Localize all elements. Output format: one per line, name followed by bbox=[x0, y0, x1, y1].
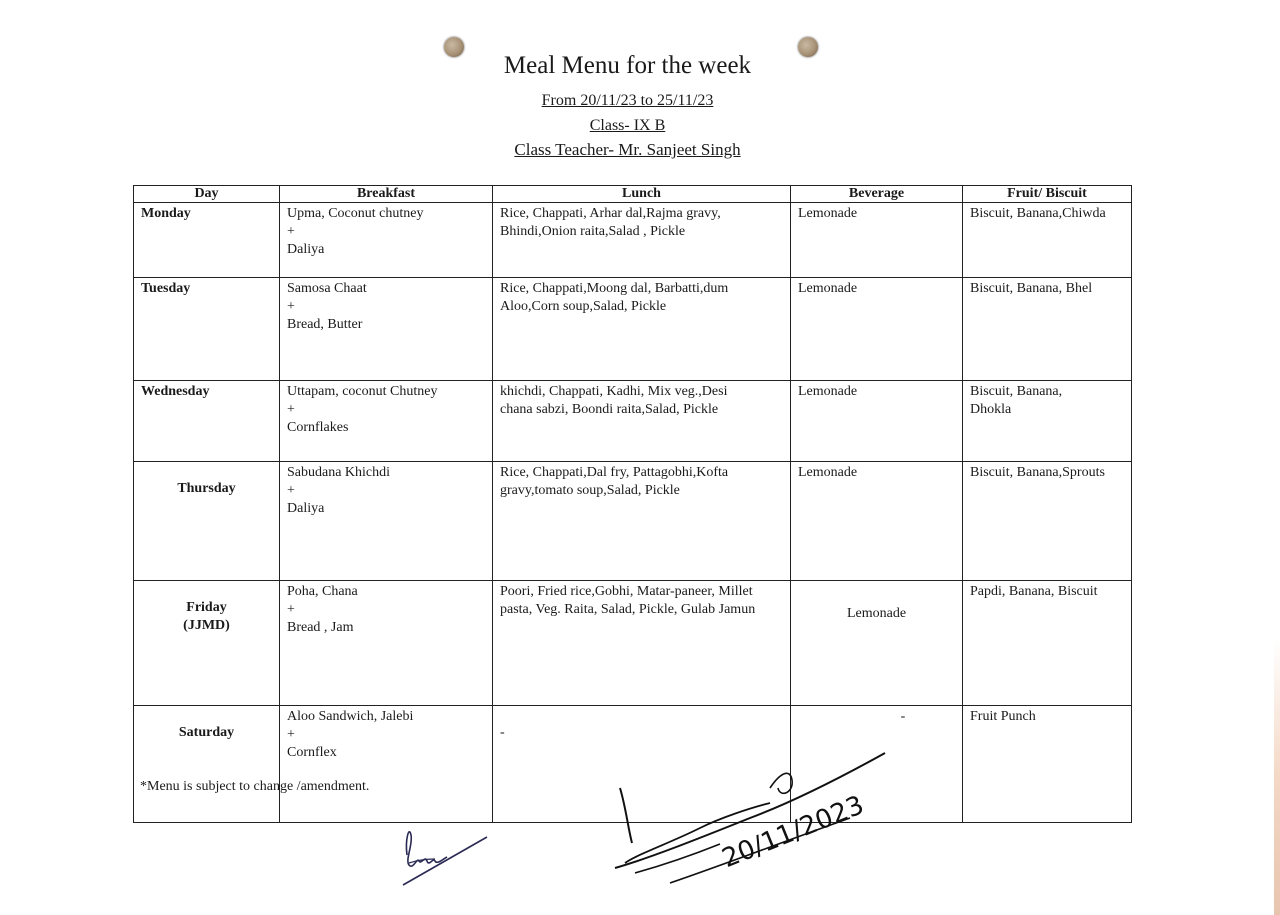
fruit-line: Papdi, Banana, Biscuit bbox=[970, 584, 1098, 599]
day-label: Monday bbox=[141, 206, 191, 221]
lunch-cell bbox=[493, 203, 791, 278]
fruit-cell bbox=[963, 462, 1132, 581]
beverage-label: Lemonade bbox=[846, 606, 907, 621]
breakfast-line: Aloo Sandwich, Jalebi bbox=[287, 709, 414, 724]
day-label: Friday bbox=[186, 600, 227, 615]
lunch-cell bbox=[493, 581, 791, 706]
breakfast-line: Cornflex bbox=[287, 745, 337, 760]
header-fruit-biscuit: Fruit/ Biscuit bbox=[963, 186, 1132, 203]
breakfast-cell bbox=[280, 203, 493, 278]
breakfast-cell bbox=[280, 381, 493, 462]
breakfast-line: + bbox=[287, 483, 295, 498]
day-cell bbox=[134, 581, 280, 706]
lunch-line: Rice, Chappati,Moong dal, Barbatti,dum bbox=[500, 281, 729, 296]
breakfast-line: + bbox=[287, 299, 295, 314]
beverage-label: Lemonade bbox=[798, 465, 858, 480]
breakfast-line: Samosa Chaat bbox=[287, 281, 367, 296]
beverage-cell bbox=[791, 278, 963, 381]
fruit-cell bbox=[963, 381, 1132, 462]
header-breakfast: Breakfast bbox=[280, 186, 493, 203]
class-teacher: Class Teacher- Mr. Sanjeet Singh bbox=[514, 140, 741, 159]
breakfast-line: Sabudana Khichdi bbox=[287, 465, 391, 480]
lunch-cell bbox=[493, 381, 791, 462]
beverage-label: - bbox=[900, 709, 906, 724]
breakfast-line: + bbox=[287, 727, 295, 742]
fruit-line: Biscuit, Banana,Chiwda bbox=[970, 206, 1106, 221]
day-cell bbox=[134, 203, 280, 278]
lunch-cell bbox=[493, 278, 791, 381]
table-row bbox=[134, 203, 1132, 278]
table-row bbox=[134, 581, 1132, 706]
fruit-line: Biscuit, Banana, bbox=[970, 384, 1063, 399]
day-cell bbox=[134, 278, 280, 381]
lunch-cell bbox=[493, 462, 791, 581]
breakfast-line: Daliya bbox=[287, 501, 325, 516]
table-row bbox=[134, 462, 1132, 581]
lunch-line: pasta, Veg. Raita, Salad, Pickle, Gulab Jamun bbox=[500, 602, 756, 617]
page-edge-stain bbox=[1274, 0, 1280, 915]
lunch-line: Poori, Fried rice,Gobhi, Matar-paneer, Millet bbox=[500, 584, 753, 599]
beverage-label: Lemonade bbox=[798, 206, 858, 221]
breakfast-line: Daliya bbox=[287, 242, 325, 257]
breakfast-line: Poha, Chana bbox=[287, 584, 358, 599]
breakfast-line: + bbox=[287, 602, 295, 617]
day-label: Thursday bbox=[177, 481, 236, 496]
lunch-line: Bhindi,Onion raita,Salad , Pickle bbox=[500, 224, 686, 239]
breakfast-cell bbox=[280, 706, 493, 823]
day-cell bbox=[134, 462, 280, 581]
breakfast-line: Cornflakes bbox=[287, 420, 349, 435]
fruit-line: Biscuit, Banana,Sprouts bbox=[970, 465, 1105, 480]
fruit-cell bbox=[963, 278, 1132, 381]
table-row bbox=[134, 381, 1132, 462]
breakfast-line: Bread , Jam bbox=[287, 620, 354, 635]
beverage-cell bbox=[791, 581, 963, 706]
beverage-cell bbox=[791, 462, 963, 581]
fruit-cell bbox=[963, 706, 1132, 823]
table-header-row bbox=[134, 186, 1132, 203]
fruit-cell bbox=[963, 581, 1132, 706]
breakfast-line: Uttapam, coconut Chutney bbox=[287, 384, 438, 399]
fruit-line: Fruit Punch bbox=[970, 709, 1036, 724]
breakfast-cell bbox=[280, 462, 493, 581]
table-row bbox=[134, 278, 1132, 381]
breakfast-line: + bbox=[287, 402, 295, 417]
breakfast-cell bbox=[280, 581, 493, 706]
lunch-line: khichdi, Chappati, Kadhi, Mix veg.,Desi bbox=[500, 384, 728, 399]
lunch-line: gravy,tomato soup,Salad, Pickle bbox=[500, 483, 680, 498]
breakfast-line: + bbox=[287, 224, 295, 239]
lunch-line: - bbox=[500, 725, 505, 740]
signature-date: 20/11/2023 bbox=[718, 790, 869, 875]
meal-menu-table bbox=[133, 185, 1132, 823]
footnote: *Menu is subject to change /amendment. bbox=[140, 779, 370, 794]
date-range: From 20/11/23 to 25/11/23 bbox=[541, 92, 714, 109]
lunch-line: Aloo,Corn soup,Salad, Pickle bbox=[500, 299, 667, 314]
day-cell bbox=[134, 381, 280, 462]
beverage-label: Lemonade bbox=[798, 384, 858, 399]
breakfast-cell bbox=[280, 278, 493, 381]
day-label: Saturday bbox=[178, 725, 235, 740]
day-label: Wednesday bbox=[141, 384, 210, 399]
class-label: Class- IX B bbox=[589, 117, 666, 134]
fruit-cell bbox=[963, 203, 1132, 278]
header-beverage: Beverage bbox=[791, 186, 963, 203]
day-label: Tuesday bbox=[141, 281, 191, 296]
lunch-line: chana sabzi, Boondi raita,Salad, Pickle bbox=[500, 402, 719, 417]
fruit-line: Biscuit, Banana, Bhel bbox=[970, 281, 1093, 296]
breakfast-line: Bread, Butter bbox=[287, 317, 363, 332]
lunch-line: Rice, Chappati, Arhar dal,Rajma gravy, bbox=[500, 206, 721, 221]
breakfast-line: Upma, Coconut chutney bbox=[287, 206, 424, 221]
principal-signature-image bbox=[610, 748, 890, 888]
day-cell bbox=[134, 706, 280, 823]
beverage-cell bbox=[791, 203, 963, 278]
lunch-line: Rice, Chappati,Dal fry, Pattagobhi,Kofta bbox=[500, 465, 729, 480]
document-title: Meal Menu for the week bbox=[503, 52, 752, 79]
header-day: Day bbox=[134, 186, 280, 203]
beverage-cell bbox=[791, 381, 963, 462]
teacher-signature-image bbox=[395, 815, 495, 890]
header-lunch: Lunch bbox=[493, 186, 791, 203]
day-sublabel: (JJMD) bbox=[183, 618, 230, 633]
beverage-label: Lemonade bbox=[798, 281, 858, 296]
fruit-line: Dhokla bbox=[970, 402, 1012, 417]
